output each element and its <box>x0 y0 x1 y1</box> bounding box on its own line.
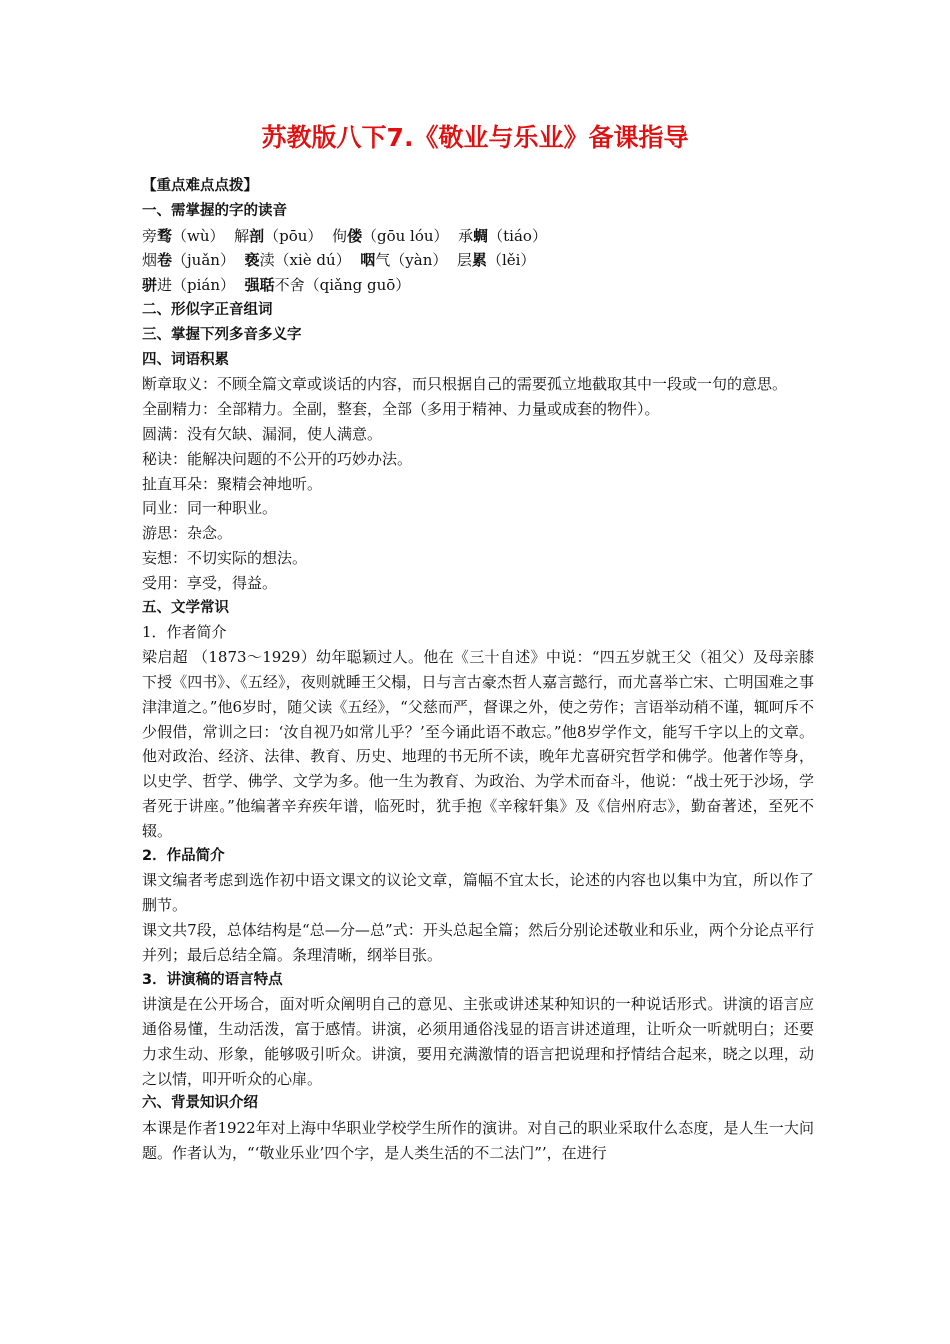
section-heading-6: 六、背景知识介绍 <box>142 1095 258 1112</box>
document-body <box>142 174 814 1166</box>
section-heading-5: 五、文学常识 <box>142 599 229 616</box>
section-heading-1: 一、需掌握的字的读音 <box>142 202 287 219</box>
work-paragraph-1: 课文编者考虑到选作初中语文课文的议论文章，篇幅不宜太长，论述的内容也以集中为宜，所以作了删节。 <box>142 871 814 915</box>
vocab-item: 全副精力：全部精力。全副，整套，全部（多用于精神、力量或成套的物件）。 <box>142 400 660 419</box>
subheading-author: 1．作者简介 <box>142 623 227 642</box>
pronunciation-row: 骈进（pián） 强聒不舍（qiǎng guō） <box>142 276 411 295</box>
vocab-item: 同业：同一种职业。 <box>142 499 278 518</box>
section-heading-2: 二、形似字正音组词 <box>142 301 273 318</box>
section-heading-3: 三、掌握下列多音多义字 <box>142 326 302 343</box>
author-paragraph: 梁启超 （1873～1929）幼年聪颖过人。他在《三十自述》中说：“四五岁就王父（祖父）及母亲膝下授《四书》、《五经》，夜则就睡王父榻，日与言古豪杰哲人嘉言懿行，而尤喜举亡宋、亡明国难之事津津道之。”他6岁时，随父读《五经》，“父慈而严，督课之外，使之劳作；言语举动稍不谨，辄呵斥不少假借，常训之曰：‘汝自视乃如常儿乎？’至今诵此语不敢忘。”他8岁学作文，能写千字以上的文章。他对政治、经济、法律、教育、历史、地理的书无所不读，晚年尤喜研究哲学和佛学。他著作等身，以史学、哲学、佛学、文学为多。他一生为教育、为政治、为学术而奋斗，他说：“战士死于沙场，学者死于讲座。”他编著辛弃疾年谱，临死时，犹手抱《辛稼轩集》及《信州府志》，勤奋著述，至死不辍。 <box>142 648 814 840</box>
section-tag: 【重点难点点拨】 <box>142 178 258 194</box>
section-heading-4: 四、词语积累 <box>142 351 229 368</box>
vocab-item: 圆满：没有欠缺、漏洞，使人满意。 <box>142 424 383 443</box>
vocab-item: 断章取义：不顾全篇文章或谈话的内容，而只根据自己的需要孤立地截取其中一段或一句的意思。 <box>142 375 788 394</box>
subheading-speech: 3．讲演稿的语言特点 <box>142 971 283 988</box>
vocab-item: 扯直耳朵：聚精会神地听。 <box>142 474 323 493</box>
vocab-item: 游思：杂念。 <box>142 524 233 543</box>
pronunciation-row: 旁骛（wù） 解剖（pōu） 佝偻（gōu lóu） 承蜩（tiáo） <box>142 226 547 245</box>
subheading-work: 2．作品简介 <box>142 847 225 864</box>
background-paragraph: 本课是作者1922年对上海中华职业学校学生所作的演讲。对自己的职业采取什么态度，是人生一大问题。作者认为，“‘敬业乐业’四个字，是人类生活的不二法门”’，在进行 <box>142 1119 814 1163</box>
speech-paragraph: 讲演是在公开场合，面对听众阐明自己的意见、主张或讲述某种知识的一种说话形式。讲演的语言应通俗易懂，生动活泼，富于感情。讲演，必须用通俗浅显的语言讲述道理，让听众一听就明白；还要力求生动、形象，能够吸引听众。讲演，要用充满激情的语言把说理和抒情结合起来，晓之以理，动之以情，叩开听众的心扉。 <box>142 995 814 1088</box>
vocab-item: 妄想：不切实际的想法。 <box>142 548 308 567</box>
vocab-item: 秘诀：能解决问题的不公开的巧妙办法。 <box>142 449 413 468</box>
pronunciation-row: 烟卷（juǎn） 亵渎（xiè dú） 咽气（yàn） 层累（lěi） <box>142 251 536 270</box>
work-paragraph-2: 课文共7段，总体结构是“总—分—总”式：开头总起全篇；然后分别论述敬业和乐业，两个分论点平行并列；最后总结全篇。条理清晰，纲举目张。 <box>142 920 814 964</box>
vocab-item: 受用：享受，得益。 <box>142 573 278 592</box>
document-title: 苏教版八下7.《敬业与乐业》备课指导 <box>261 123 689 152</box>
